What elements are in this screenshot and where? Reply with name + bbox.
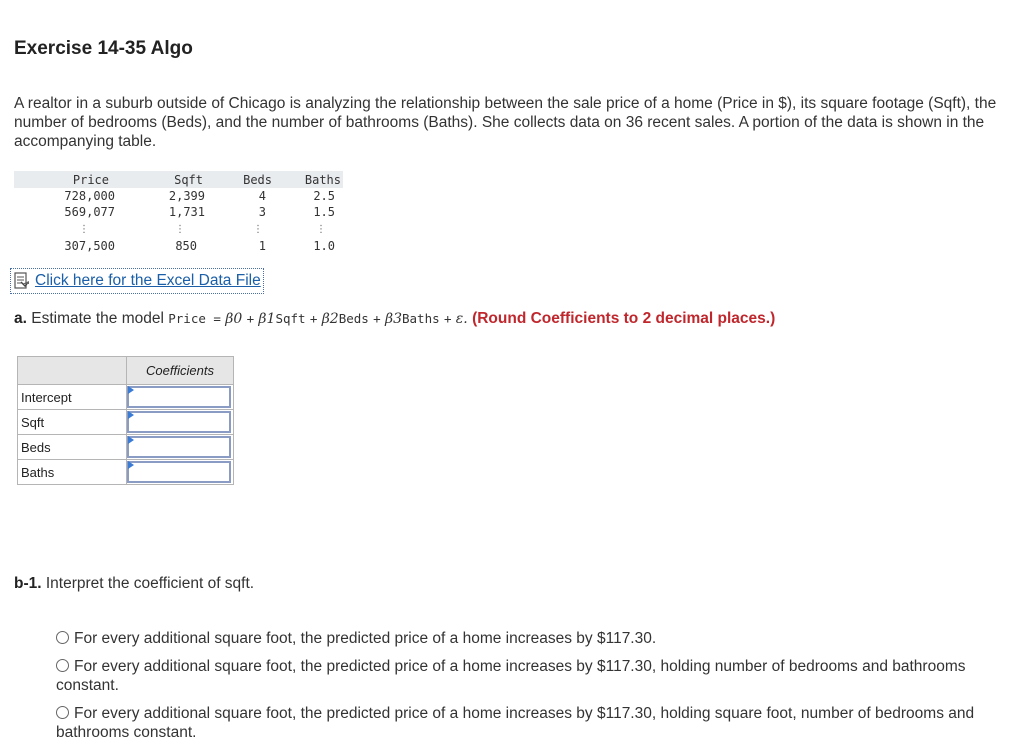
answer-flag-icon — [128, 386, 134, 394]
cell-baths: 2.5 — [313, 189, 335, 203]
baths-coefficient-input[interactable] — [127, 461, 231, 483]
question-b1-text: Interpret the coefficient of sqft. — [45, 575, 255, 592]
ellipsis-cell: ⋮ — [253, 223, 263, 235]
col-header-price: Price — [14, 171, 119, 188]
coef-label-intercept: Intercept — [18, 385, 127, 410]
coef-label-sqft: Sqft — [18, 410, 127, 435]
cell-price: 307,500 — [64, 239, 115, 253]
coef-row-baths — [18, 460, 234, 485]
radio-button[interactable] — [56, 631, 69, 644]
coef-cell-beds — [127, 435, 234, 460]
model-var-beds: Beds — [338, 311, 369, 326]
model-beta1: β1 — [258, 311, 276, 327]
answer-flag-icon — [128, 461, 134, 469]
cell-sqft: 850 — [175, 239, 197, 253]
table-row-ellipsis — [14, 220, 343, 238]
answer-flag-icon — [128, 436, 134, 444]
coef-header-blank — [18, 357, 127, 385]
coef-cell-intercept — [127, 385, 234, 410]
col-header-baths: Baths — [274, 171, 343, 188]
model-lhs: Price = — [168, 311, 221, 326]
answer-options — [56, 629, 976, 751]
question-b1 — [14, 575, 254, 593]
model-var-baths: Baths — [402, 311, 440, 326]
table-row — [14, 238, 343, 254]
coef-header-row — [18, 357, 234, 385]
answer-option-text: For every additional square foot, the predicted price of a home increases by $117.30, holding square foot, number of bedrooms and bathrooms constant. — [56, 705, 975, 741]
question-b1-prefix: b-1. — [14, 575, 42, 592]
excel-data-file-link[interactable] — [10, 268, 264, 294]
cell-baths: 1.0 — [313, 239, 335, 253]
ellipsis-cell: ⋮ — [316, 223, 326, 235]
coef-row-beds — [18, 435, 234, 460]
coef-label-baths: Baths — [18, 460, 127, 485]
coef-cell-sqft — [127, 410, 234, 435]
exercise-title: Exercise 14-35 Algo — [14, 38, 193, 59]
answer-option-text: For every additional square foot, the predicted price of a home increases by $117.30. — [74, 630, 657, 647]
excel-link-label: Click here for the Excel Data File — [35, 272, 261, 289]
answer-option-1[interactable] — [56, 629, 976, 648]
answer-flag-icon — [128, 411, 134, 419]
answer-option-3[interactable] — [56, 704, 976, 742]
question-a-prefix: a. — [14, 310, 27, 327]
document-icon — [13, 272, 31, 290]
answer-option-text: For every additional square foot, the predicted price of a home increases by $117.30, holding number of bedrooms and bathrooms constant. — [56, 658, 966, 694]
model-beta2: β2 — [321, 311, 339, 327]
intercept-coefficient-input[interactable] — [127, 386, 231, 408]
cell-beds: 4 — [258, 189, 266, 203]
beds-coefficient-input[interactable] — [127, 436, 231, 458]
col-header-beds: Beds — [211, 171, 274, 188]
sqft-coefficient-input[interactable] — [127, 411, 231, 433]
answer-option-2[interactable] — [56, 657, 976, 695]
coefficients-table — [17, 356, 234, 485]
model-plus: + — [443, 311, 452, 326]
cell-baths: 1.5 — [313, 205, 335, 219]
rounding-note: (Round Coefficients to 2 decimal places.) — [472, 310, 776, 327]
model-beta0: β0 — [225, 311, 243, 327]
table-row — [14, 204, 343, 220]
model-epsilon: ε. — [455, 311, 468, 327]
exercise-intro: A realtor in a suburb outside of Chicago is analyzing the relationship between the sale price of a home (Price in $), its square footage (Sqft), the number of bedrooms (Beds), and the number of bathrooms (Baths). She collects data on 36 recent sales. A portion of the data is shown in the accompanying table. — [14, 95, 997, 150]
coef-cell-baths — [127, 460, 234, 485]
cell-sqft: 2,399 — [168, 189, 205, 203]
cell-sqft: 1,731 — [168, 205, 205, 219]
model-plus: + — [309, 311, 318, 326]
model-beta3: β3 — [384, 311, 402, 327]
question-a — [14, 310, 775, 328]
model-plus: + — [246, 311, 255, 326]
coef-label-beds: Beds — [18, 435, 127, 460]
cell-beds: 3 — [258, 205, 266, 219]
question-a-text: Estimate the model — [31, 310, 164, 327]
sample-data-table — [14, 171, 343, 254]
model-plus: + — [373, 311, 381, 326]
table-row — [14, 188, 343, 204]
coef-row-intercept — [18, 385, 234, 410]
ellipsis-cell: ⋮ — [175, 223, 185, 235]
ellipsis-cell: ⋮ — [79, 223, 89, 235]
data-table-header-row — [14, 171, 343, 188]
col-header-sqft: Sqft — [119, 171, 211, 188]
cell-price: 569,077 — [64, 205, 115, 219]
model-var-sqft: Sqft — [275, 311, 306, 326]
radio-button[interactable] — [56, 659, 69, 672]
coef-header: Coefficients — [127, 357, 234, 385]
radio-button[interactable] — [56, 706, 69, 719]
cell-beds: 1 — [258, 239, 266, 253]
coef-row-sqft — [18, 410, 234, 435]
cell-price: 728,000 — [64, 189, 115, 203]
